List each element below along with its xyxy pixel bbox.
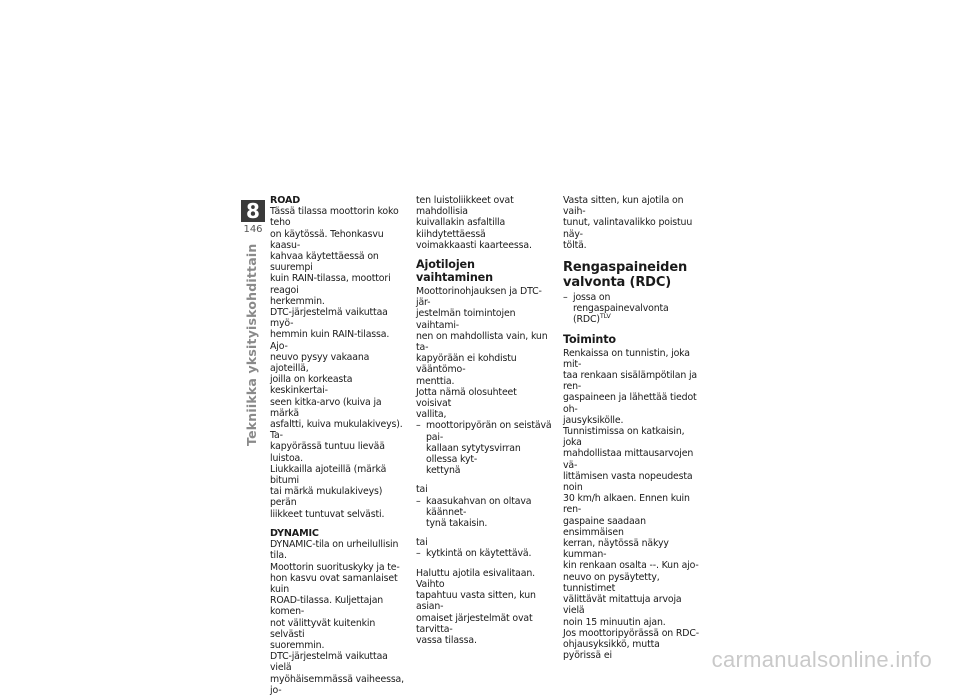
text-line: Liukkailla ajoteillä (märkä bitumi xyxy=(270,463,387,487)
text-line: kapyörässä tuntuu lievää luistoa. xyxy=(270,441,385,464)
text-line: kuin RAIN-tilassa, moottori reagoi xyxy=(270,273,391,296)
text-line: nen on mahdollista vain, kun ta- xyxy=(416,330,548,354)
text-line: omaiset järjestelmät ovat tarvitta- xyxy=(416,612,533,635)
text-line: jausyksikölle. xyxy=(563,414,624,426)
text-line: kallaan sytytysvirran ollessa kyt- xyxy=(426,442,521,466)
text-column-2 xyxy=(416,195,552,646)
text-line: noin 15 minuutin ajan. xyxy=(563,616,666,628)
text-line: neuvo pysyy vakaana ajoteillä, xyxy=(270,351,370,375)
text-line: neuvo on pysäytetty, tunnistimet xyxy=(563,571,660,594)
text-line: on käytössä. Tehonkasvu kaasu- xyxy=(270,228,384,251)
text-line: Jotta nämä olosuhteet voisivat xyxy=(416,386,517,410)
text-line: kahvaa käytettäessä on suurempi xyxy=(270,251,379,274)
text-line: vallita, xyxy=(416,409,447,421)
text-line: taa renkaan sisälämpötilan ja ren- xyxy=(563,370,698,393)
condition-list-2 xyxy=(416,496,552,530)
continued-text xyxy=(416,195,552,251)
text-column-1 xyxy=(270,195,406,696)
continued-text xyxy=(563,195,699,251)
text-line: seen kitka-arvo (kuiva ja märkä xyxy=(270,396,382,419)
or-separator: tai xyxy=(416,537,428,549)
text-line: hon kasvu ovat samanlaiset kuin xyxy=(270,572,398,595)
road-body xyxy=(270,206,406,520)
text-line: ohjausyksikkö, mutta pyörissä ei xyxy=(563,638,660,662)
text-line: (RDC) xyxy=(573,314,600,326)
text-column-3 xyxy=(563,195,699,661)
section-heading-mode-change: Ajotilojen vaihtaminen xyxy=(416,258,493,285)
text-line: kettynä xyxy=(426,465,461,477)
text-line: myöhäisemmässä vaiheessa, jo- xyxy=(270,673,404,696)
closing-text xyxy=(416,568,552,646)
text-line: kuivallakin asfaltilla kiihdytettäessä xyxy=(416,217,506,240)
text-line: Haluttu ajotila esivalitaan. Vaihto xyxy=(416,567,535,590)
list-item xyxy=(563,292,699,326)
option-superscript: TLV xyxy=(599,312,611,321)
subheading-function: Toiminto xyxy=(563,332,616,346)
text-line: ten luistoliikkeet ovat mahdollisia xyxy=(416,195,514,218)
function-body xyxy=(563,348,699,662)
site-watermark: carmanualsonline.info xyxy=(711,647,932,672)
text-line: suoremmin. xyxy=(270,639,325,651)
rdc-equipment-list xyxy=(563,292,699,326)
text-line: herkemmin. xyxy=(270,295,325,307)
text-line: Vasta sitten, kun ajotila on vaih- xyxy=(563,195,684,218)
text-line: ROAD-tilassa. Kuljettajan komen- xyxy=(270,595,384,618)
mode-change-body xyxy=(416,286,552,420)
text-line: kin renkaan osalta --. Kun ajo- xyxy=(563,560,699,572)
text-line: 30 km/h alkaen. Ennen kuin ren- xyxy=(563,493,690,516)
or-separator: tai xyxy=(416,484,428,496)
text-line: kapyörään ei kohdistu vääntömo- xyxy=(416,353,517,376)
text-line: kerran, näytössä näkyy kumman- xyxy=(563,538,669,561)
list-item xyxy=(416,496,552,530)
text-line: Moottorinohjauksen ja DTC-jär- xyxy=(416,286,542,309)
text-line: gaspaine saadaan ensimmäisen xyxy=(563,515,646,538)
text-line: Tässä tilassa moottorin koko teho xyxy=(270,206,399,229)
text-line: not välittyvät kuitenkin selvästi xyxy=(270,617,376,640)
heading-line: Rengaspaineiden xyxy=(563,260,688,276)
text-line: mahdollistaa mittausarvojen vä- xyxy=(563,448,694,471)
text-line: DYNAMIC-tila on urheilullisin tila. xyxy=(270,539,399,562)
section-heading-dynamic: DYNAMIC xyxy=(270,527,319,539)
condition-list-1 xyxy=(416,420,552,476)
text-line: tapahtuu vasta sitten, kun asian- xyxy=(416,590,536,613)
text-line: töltä. xyxy=(563,239,587,251)
list-item: – kytkintä on käytettävä. xyxy=(416,548,552,559)
text-line: gaspaineen ja lähettää tiedot oh- xyxy=(563,392,697,415)
condition-list-3 xyxy=(416,548,552,559)
text-line: asfaltti, kuiva mukulakiveys). Ta- xyxy=(270,419,403,442)
text-line: vassa tilassa. xyxy=(416,634,477,646)
text-line: Tunnistimissa on katkaisin, joka xyxy=(563,426,685,449)
dynamic-body xyxy=(270,539,406,696)
text-line: joilla on korkeasta keskinkertai- xyxy=(270,374,353,397)
text-line: moottoripyörän on seistävä pai- xyxy=(426,420,552,443)
text-line: DTC-järjestelmä vaikuttaa vielä xyxy=(270,651,388,674)
section-heading-rdc xyxy=(563,260,699,290)
text-line: jestelmän toimintojen vaihtami- xyxy=(416,308,516,331)
text-line: hemmin kuin RAIN-tilassa. Ajo- xyxy=(270,329,390,352)
text-line: voimakkaasti kaarteessa. xyxy=(416,239,532,251)
text-line: Renkaissa on tunnistin, joka mit- xyxy=(563,347,690,370)
text-line: Moottorin suorituskyky ja te- xyxy=(270,561,400,573)
chapter-number-badge: 8 xyxy=(241,200,265,222)
text-line: tynä takaisin. xyxy=(426,518,488,530)
text-line: jossa on rengaspainevalvonta xyxy=(573,292,669,315)
text-line: Jos moottoripyörässä on RDC- xyxy=(563,627,699,639)
heading-line: valvonta (RDC) xyxy=(563,275,672,291)
text-line: tai märkä mukulakiveys) perän xyxy=(270,486,383,509)
text-line: menttia. xyxy=(416,375,455,387)
text-line: kaasukahvan on oltava käännet- xyxy=(426,495,532,518)
text-line: välittävät mitattuja arvoja vielä xyxy=(563,594,682,617)
text-line: littämisen vasta nopeudesta noin xyxy=(563,470,693,494)
section-heading-road: ROAD xyxy=(270,195,301,206)
text-line: DTC-järjestelmä vaikuttaa myö- xyxy=(270,307,388,330)
list-item xyxy=(416,420,552,476)
text-line: liikkeet tuntuvat selvästi. xyxy=(270,508,385,520)
page-number: 146 xyxy=(243,224,263,235)
chapter-side-title: Tekniikka yksityiskohdittain xyxy=(244,243,259,446)
text-line: tunut, valintavalikko poistuu näy- xyxy=(563,217,693,240)
